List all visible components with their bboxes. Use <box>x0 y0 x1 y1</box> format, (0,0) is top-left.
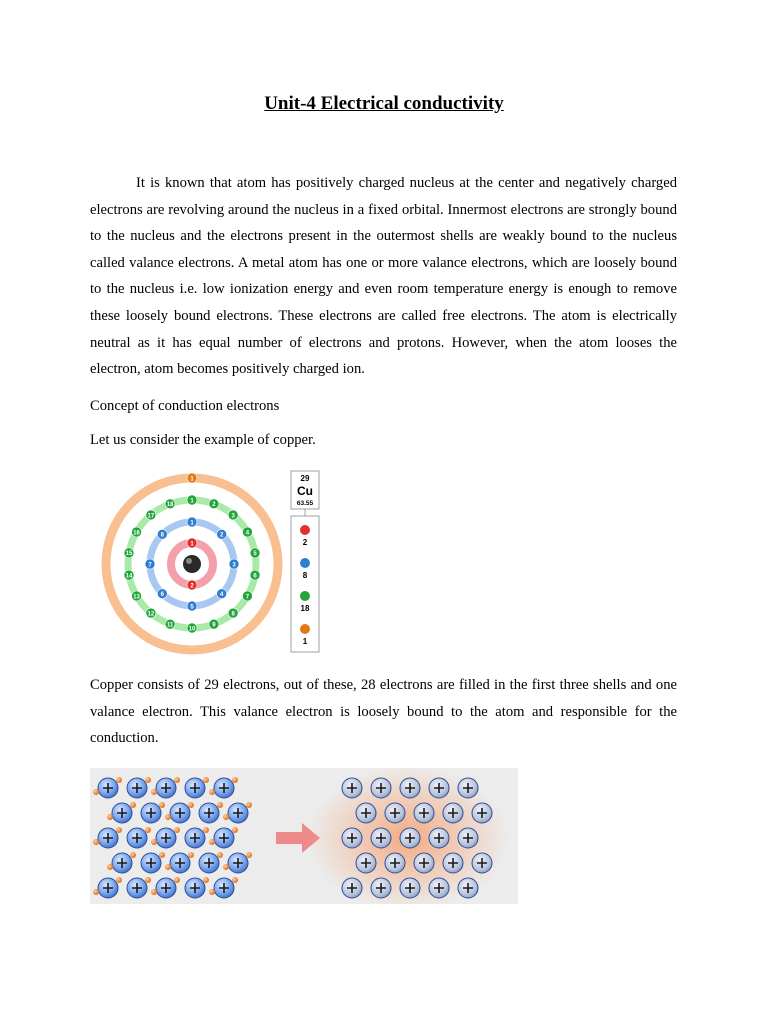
bound-ion <box>141 803 161 823</box>
bound-electron <box>93 889 99 895</box>
bound-ion <box>214 778 234 798</box>
electron-shell3-5 <box>250 548 260 558</box>
svg-text:2: 2 <box>220 532 224 539</box>
atom-nucleus <box>183 555 201 573</box>
shell-legend-count-1: 2 <box>302 538 308 547</box>
bound-ion <box>98 778 118 798</box>
bound-ion <box>228 853 248 873</box>
free-ion <box>342 878 362 898</box>
bound-electron <box>159 852 165 858</box>
bound-ion <box>214 878 234 898</box>
free-ion <box>414 853 434 873</box>
bound-ion <box>185 878 205 898</box>
electron-shell3-16 <box>132 527 142 537</box>
bound-ion <box>141 853 161 873</box>
bound-ion <box>156 778 176 798</box>
svg-text:18: 18 <box>166 502 174 509</box>
bound-electron <box>188 852 194 858</box>
bound-electron <box>116 777 122 783</box>
svg-text:4: 4 <box>220 591 224 598</box>
intro-paragraph: It is known that atom has positively charged nucleus at the center and negatively charged electrons are revolving around the nucleus in a fixed orbital. Innermost electrons are strongly bound to the nucleus and the electrons present in the outermost shells are weakly bound to the nucleus called valance electrons. A metal atom has one or more valance electrons, which are loosely bound to the nucleus i.e. low ionization energy and even room temperature energy is enough to remove these loosely bound electrons. These electrons are called free electrons. The atom is electrically neutral as it has equal number of electrons and protons. However, when the atom looses the electron, atom becomes positively charged ion. <box>90 175 677 378</box>
electron-shell2-2 <box>217 529 227 539</box>
electron-shell4-1 <box>187 473 197 483</box>
svg-text:6: 6 <box>160 591 164 598</box>
free-ion <box>429 828 449 848</box>
element-number: 29 <box>300 474 310 483</box>
svg-text:12: 12 <box>147 611 155 618</box>
free-ion <box>400 828 420 848</box>
bound-electron <box>107 864 113 870</box>
electron-shell3-13 <box>132 591 142 601</box>
svg-text:1: 1 <box>190 541 194 548</box>
free-ion <box>472 803 492 823</box>
svg-text:5: 5 <box>253 551 257 558</box>
svg-text:10: 10 <box>188 626 196 633</box>
bound-ion <box>127 778 147 798</box>
copper-paragraph: Copper consists of 29 electrons, out of these, 28 electrons are filled in the first three shells and one valance electron. This valance electron is loosely bound to the atom and responsible for the conduction. <box>90 677 677 747</box>
bound-ion <box>199 853 219 873</box>
svg-text:2: 2 <box>190 583 194 590</box>
svg-text:7: 7 <box>245 594 250 601</box>
svg-text:3: 3 <box>232 562 236 569</box>
free-ion <box>429 778 449 798</box>
svg-text:6: 6 <box>253 573 257 580</box>
shell-legend-count-3: 18 <box>300 604 310 613</box>
electron-shell2-6 <box>157 589 167 599</box>
electron-shell3-4 <box>242 527 252 537</box>
free-ion <box>472 853 492 873</box>
shell-legend-count-4: 1 <box>302 637 308 646</box>
electron-shell3-17 <box>146 510 156 520</box>
document-title: Unit-4 Electrical conductivity <box>264 93 504 114</box>
bound-electron <box>217 852 223 858</box>
bound-electron <box>151 789 157 795</box>
electron-shell3-15 <box>124 548 134 558</box>
svg-text:7: 7 <box>148 562 152 569</box>
svg-text:16: 16 <box>133 530 140 537</box>
bound-electron <box>188 802 194 808</box>
bound-electron <box>246 852 252 858</box>
bound-electron <box>130 852 136 858</box>
bound-electron <box>116 877 122 883</box>
bound-electron <box>209 789 215 795</box>
bound-electron <box>174 777 180 783</box>
bound-electron <box>165 814 171 820</box>
shell-legend-dot-4 <box>300 624 310 634</box>
bound-ion <box>214 828 234 848</box>
bound-ion <box>156 828 176 848</box>
svg-text:2: 2 <box>212 502 216 509</box>
free-ion <box>414 803 434 823</box>
bound-electron <box>93 789 99 795</box>
bound-ion <box>199 803 219 823</box>
bound-ion <box>185 778 205 798</box>
bound-electron <box>209 839 215 845</box>
free-ion <box>443 803 463 823</box>
free-ion <box>458 878 478 898</box>
atomic-mass: 63.55 <box>296 500 314 507</box>
free-electron-lattice <box>308 768 508 904</box>
free-ion <box>371 828 391 848</box>
free-ion <box>356 853 376 873</box>
bound-electron <box>174 877 180 883</box>
svg-text:14: 14 <box>125 573 133 580</box>
shell-legend-dot-3 <box>300 591 310 601</box>
bound-electron <box>107 814 113 820</box>
bound-ion <box>170 803 190 823</box>
bound-ion <box>156 878 176 898</box>
bound-electron <box>223 814 229 820</box>
bound-electron <box>159 802 165 808</box>
shell-legend-dot-2 <box>300 558 310 568</box>
electron-shell3-7 <box>242 591 252 601</box>
bound-lattice <box>93 777 252 898</box>
bound-ion <box>98 878 118 898</box>
svg-text:13: 13 <box>133 594 140 601</box>
bound-electron <box>232 877 238 883</box>
free-ion <box>385 853 405 873</box>
electron-shell3-11 <box>165 619 175 629</box>
svg-text:1: 1 <box>190 476 194 483</box>
shell-legend-dot-1 <box>300 525 310 535</box>
electron-shell2-7 <box>145 559 155 569</box>
free-ion <box>385 803 405 823</box>
svg-text:8: 8 <box>160 532 164 539</box>
free-ion <box>458 828 478 848</box>
svg-text:17: 17 <box>147 513 155 520</box>
bound-ion <box>98 828 118 848</box>
electron-shell3-1 <box>187 495 197 505</box>
electron-shell1-2 <box>187 580 197 590</box>
free-ion <box>458 778 478 798</box>
bound-electron <box>203 827 209 833</box>
bound-electron <box>223 864 229 870</box>
bound-electron <box>232 777 238 783</box>
bound-electron <box>145 877 151 883</box>
bound-electron <box>217 802 223 808</box>
svg-text:9: 9 <box>212 622 216 629</box>
svg-text:5: 5 <box>190 604 194 611</box>
free-ion <box>342 828 362 848</box>
bound-electron <box>246 802 252 808</box>
electron-shell3-3 <box>228 510 238 520</box>
svg-text:3: 3 <box>231 513 235 520</box>
bound-electron <box>93 839 99 845</box>
bound-ion <box>185 828 205 848</box>
bound-ion <box>112 853 132 873</box>
bound-electron <box>165 864 171 870</box>
electron-shell2-8 <box>157 529 167 539</box>
bound-electron <box>209 889 215 895</box>
free-ion <box>443 853 463 873</box>
element-symbol: Cu <box>297 484 313 498</box>
bound-electron <box>116 827 122 833</box>
electron-shell2-5 <box>187 601 197 611</box>
svg-text:11: 11 <box>166 622 174 629</box>
electron-shell3-18 <box>165 499 175 509</box>
free-ion <box>356 803 376 823</box>
free-ion <box>400 778 420 798</box>
bound-ion <box>170 853 190 873</box>
electron-shell3-9 <box>209 619 219 629</box>
svg-text:1: 1 <box>190 498 194 505</box>
electron-shell3-6 <box>250 570 260 580</box>
electron-shell3-10 <box>187 623 197 633</box>
bound-electron <box>151 889 157 895</box>
electron-shell3-8 <box>228 608 238 618</box>
section-heading: Concept of conduction electrons <box>90 398 280 414</box>
svg-text:4: 4 <box>245 530 250 537</box>
bound-ion <box>228 803 248 823</box>
free-ion <box>400 878 420 898</box>
free-ion <box>371 878 391 898</box>
electron-shell3-2 <box>209 499 219 509</box>
bound-electron <box>145 777 151 783</box>
svg-text:8: 8 <box>231 611 235 618</box>
bound-electron <box>145 827 151 833</box>
electron-shell2-4 <box>217 589 227 599</box>
bound-electron <box>232 827 238 833</box>
example-line: Let us consider the example of copper. <box>90 432 316 448</box>
svg-text:15: 15 <box>125 551 133 558</box>
electron-shell2-1 <box>187 517 197 527</box>
bound-electron <box>130 802 136 808</box>
electron-shell3-14 <box>124 570 134 580</box>
free-ion <box>429 878 449 898</box>
free-ion <box>342 778 362 798</box>
copper-atom-diagram <box>100 468 330 660</box>
bound-electron <box>174 827 180 833</box>
svg-text:1: 1 <box>190 520 194 527</box>
electron-shell2-3 <box>229 559 239 569</box>
nucleus-highlight <box>186 558 192 564</box>
bound-electron <box>203 877 209 883</box>
conduction-electrons-diagram <box>90 768 518 904</box>
shell-legend-count-2: 8 <box>302 571 308 580</box>
free-ion <box>371 778 391 798</box>
electron-shell3-12 <box>146 608 156 618</box>
bound-ion <box>112 803 132 823</box>
bound-electron <box>203 777 209 783</box>
bound-ion <box>127 828 147 848</box>
bound-electron <box>151 839 157 845</box>
bound-ion <box>127 878 147 898</box>
electron-shell1-1 <box>187 538 197 548</box>
